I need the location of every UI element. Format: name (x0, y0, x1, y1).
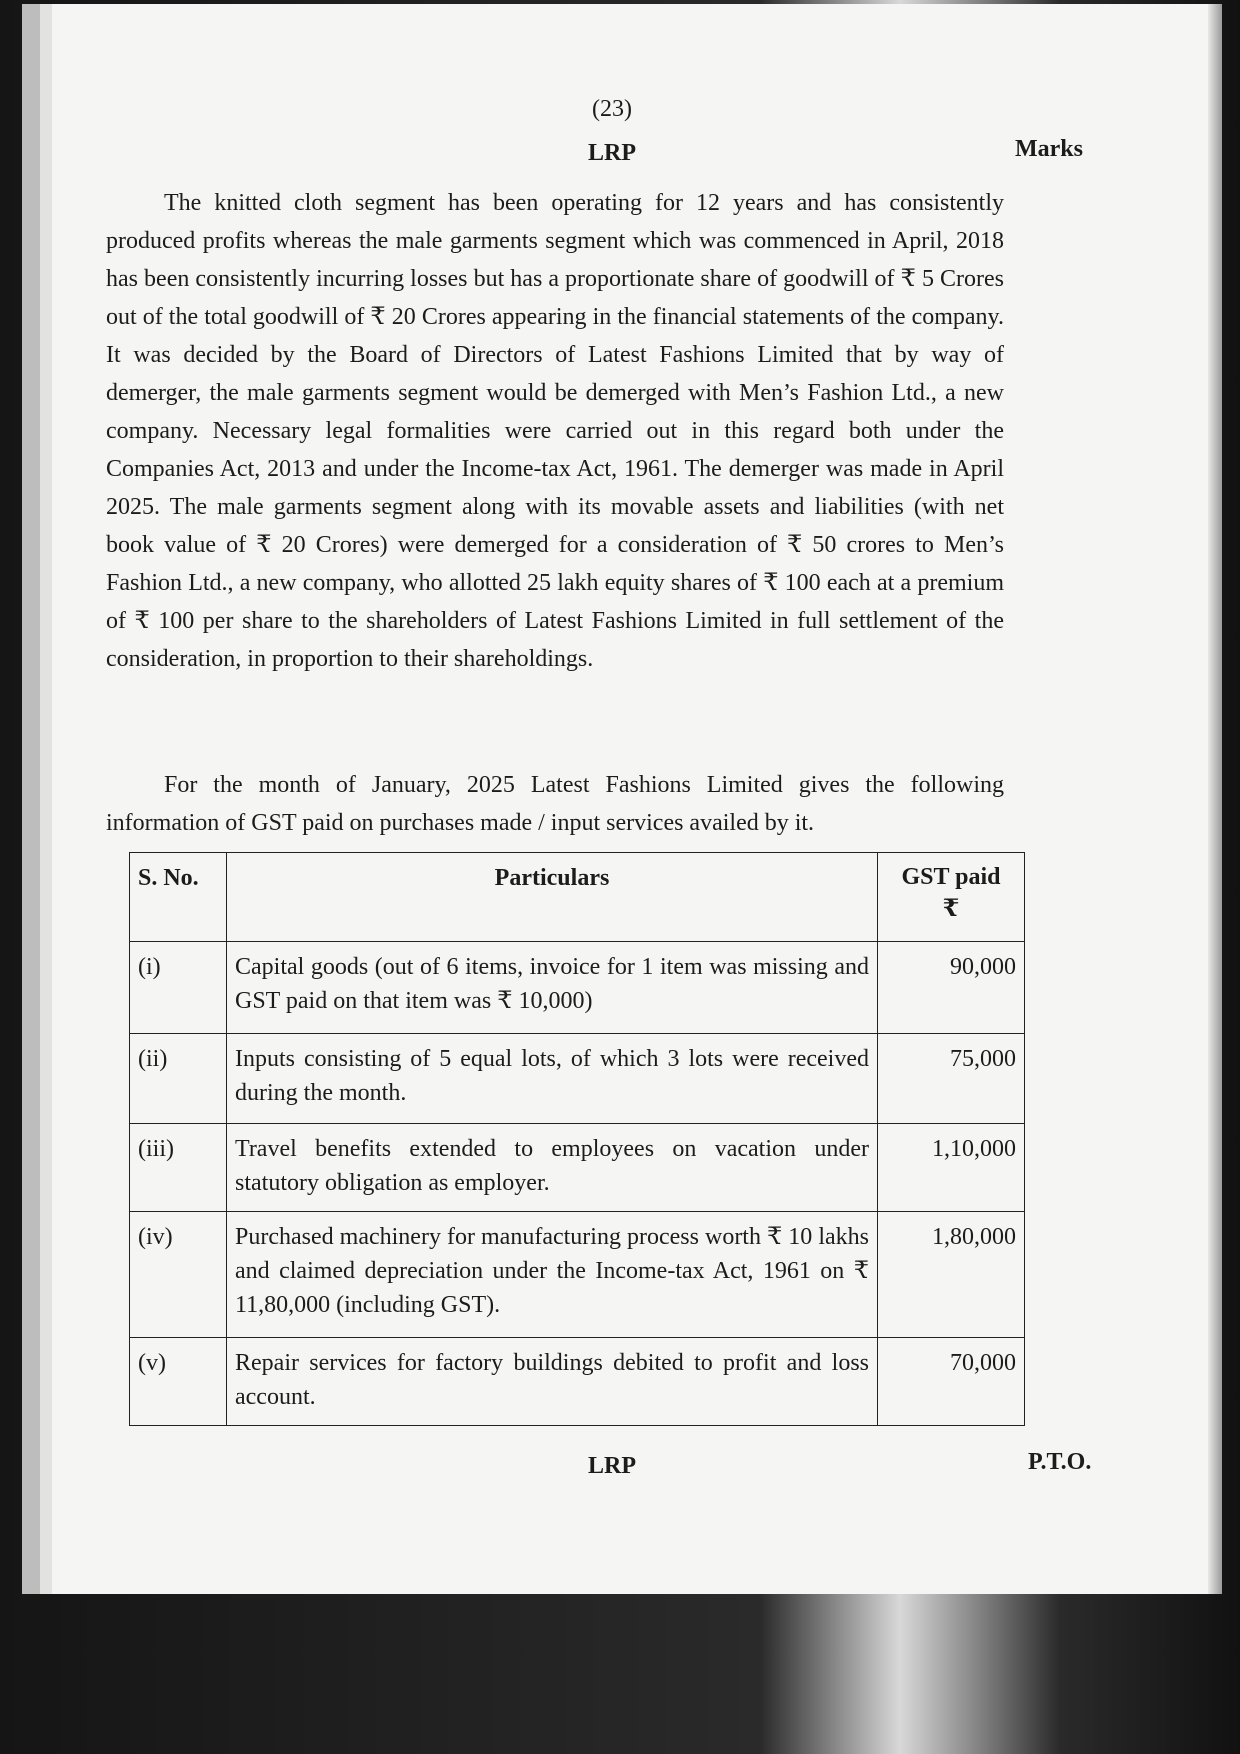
paragraph-demerger: The knitted cloth segment has been operating for 12 years and has consistently produced profits whereas the male garments segment which was commenced in April, 2018 has been consistently incurring losses but has a proportionate share of goodwill of ₹ 5 Crores out of the total goodwill of ₹ 20 Crores appearing in the financial statements of the company. It was decided by the Board of Directors of Latest Fashions Limited that by way of demerger, the male garments segment would be demerged with Men’s Fashion Ltd., a new company. Necessary legal formalities were carried out in this regard both under the Companies Act, 2013 and under the Income-tax Act, 1961. The demerger was made in April 2025. The male garments segment along with its movable assets and liabilities (with net book value of ₹ 20 Crores) were demerged for a consideration of ₹ 50 crores to Men’s Fashion Ltd., a new company, who allotted 25 lakh equity shares of ₹ 100 each at a premium of ₹ 100 per share to the shareholders of Latest Fashions Limited in full settlement of the consideration, in proportion to their shareholdings. (106, 190, 1004, 672)
row-gst: 75,000 (878, 1034, 1025, 1124)
row-gst: 1,80,000 (878, 1212, 1025, 1338)
row-particulars: Repair services for factory buildings debited to profit and loss account. (227, 1338, 878, 1426)
gst-table (129, 852, 1025, 1426)
page-number: (23) (592, 96, 632, 122)
row-sno: (iii) (130, 1124, 227, 1212)
table-row (130, 1338, 1025, 1426)
exam-page (22, 4, 1222, 1594)
row-gst: 1,10,000 (878, 1124, 1025, 1212)
marks-label: Marks (1015, 136, 1083, 162)
table-row (130, 1124, 1025, 1212)
paper-code-header: LRP (588, 140, 636, 166)
table-header-row (130, 853, 1025, 942)
paper-code-footer: LRP (588, 1453, 636, 1479)
row-sno: (ii) (130, 1034, 227, 1124)
row-sno: (iv) (130, 1212, 227, 1338)
row-particulars: Capital goods (out of 6 items, invoice for 1 item was missing and GST paid on that item was ₹ 10,000) (227, 942, 878, 1034)
table-row (130, 1034, 1025, 1124)
header-gst-paid (878, 853, 1025, 942)
pto-label: P.T.O. (1028, 1449, 1092, 1475)
header-gst-unit: ₹ (942, 896, 960, 922)
row-particulars: Travel benefits extended to employees on vacation under statutory obligation as employer. (227, 1124, 878, 1212)
table-row (130, 942, 1025, 1034)
row-gst: 90,000 (878, 942, 1025, 1034)
row-particulars: Purchased machinery for manufacturing process worth ₹ 10 lakhs and claimed depreciation under the Income-tax Act, 1961 on ₹ 11,80,000 (including GST). (227, 1212, 878, 1338)
header-gst-paid-label: GST paid (901, 864, 1001, 890)
row-gst: 70,000 (878, 1338, 1025, 1426)
row-sno: (i) (130, 942, 227, 1034)
header-sno: S. No. (130, 853, 227, 942)
table-row (130, 1212, 1025, 1338)
paragraph-gst-intro: For the month of January, 2025 Latest Fashions Limited gives the following information of GST paid on purchases made / input services availed by it. (106, 772, 1004, 836)
row-sno: (v) (130, 1338, 227, 1426)
row-particulars: Inputs consisting of 5 equal lots, of which 3 lots were received during the month. (227, 1034, 878, 1124)
page-edge (1208, 4, 1222, 1594)
header-particulars: Particulars (227, 853, 878, 942)
